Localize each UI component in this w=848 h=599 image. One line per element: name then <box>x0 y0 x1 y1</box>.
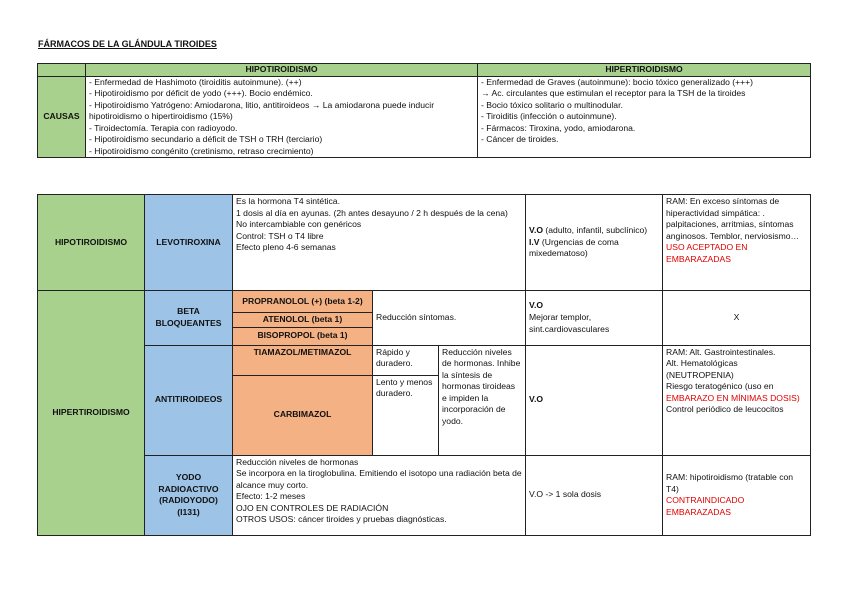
ram-line: Alt. Hematológicas (NEUTROPENIA) <box>666 358 738 380</box>
anti-group: ANTITIROIDEOS <box>145 345 233 455</box>
levotiroxina-drug: LEVOTIROXINA <box>145 195 233 291</box>
levotiroxina-route <box>526 195 663 291</box>
route-iv: I.V <box>529 236 540 247</box>
desc-line: OTROS USOS: cáncer tiroides y pruebas diagnósticas. <box>236 514 447 525</box>
ram-text: RAM: En exceso síntomas de hiperactividad simpática: . palpitaciones, arritmias, síntomas anginosos. Temblor, nerviosismo… <box>666 196 800 241</box>
tiamazol-speed: Rápido y duradero. <box>373 345 439 375</box>
hipo-cause: - Hipotiroidismo Yatrógeno: Amiodarona, litio, antitiroideos → La amiodarona puede inducir hipotiroidismo o hipertiroidismo (15%) <box>89 99 435 122</box>
bisopropol-drug: BISOPROPOL (beta 1) <box>233 327 373 345</box>
route-vo-detail: (adulto, infantil, subclínico) <box>543 225 648 236</box>
anti-ram <box>663 345 811 455</box>
levotiroxina-ram <box>663 195 811 291</box>
desc-line: Efecto pleno 4-6 semanas <box>236 242 336 253</box>
ram-text: RAM: hipotiroidismo (tratable con T4) <box>666 471 794 494</box>
hipo-cause: - Hipotiroidismo por déficit de yodo (+++). Bocio endémico. <box>89 88 313 99</box>
beta-desc: Reducción síntomas. <box>373 291 526 346</box>
route-vo: V.O <box>529 300 544 311</box>
tiamazol-drug: TIAMAZOL/METIMAZOL <box>233 345 373 375</box>
hiper-cause: - Bocio tóxico solitario o multinodular. <box>481 99 623 110</box>
yodo-route: V.O -> 1 sola dosis <box>526 455 663 535</box>
beta-group: BETA BLOQUEANTES <box>145 291 233 346</box>
causes-table <box>37 63 811 158</box>
carbimazol-speed: Lento y menos duradero. <box>373 375 439 455</box>
ram-line: Control periódico de leucocitos <box>666 404 784 415</box>
yodo-desc <box>233 455 526 535</box>
hipo-cause: - Hipotiroidismo secundario a déficit de TSH o TRH (terciario) <box>89 134 323 145</box>
drugs-table <box>37 194 811 536</box>
hipo-label: HIPOTIROIDISMO <box>38 195 145 291</box>
hipo-cause: - Tiroidectomía. Terapia con radioyodo. <box>89 122 238 133</box>
hiper-header: HIPERTIROIDISMO <box>478 64 811 77</box>
anti-mechanism: Reducción niveles de hormonas. Inhibe la síntesis de hormonas tiroideas e impiden la incorporación de yodo. <box>439 345 526 455</box>
desc-line: OJO EN CONTROLES DE RADIACIÓN <box>236 502 389 513</box>
hiper-causes-cell <box>478 76 811 158</box>
hiper-cause: - Cáncer de tiroides. <box>481 134 559 145</box>
hiper-cause: - Enfermedad de Graves (autoinmune): bocio tóxico generalizado (+++) <box>481 76 754 87</box>
route-vo: V.O <box>529 225 544 236</box>
atenolol-drug: ATENOLOL (beta 1) <box>233 313 373 328</box>
hiper-cause: - Tiroiditis (infección o autoinmune). <box>481 111 617 122</box>
desc-line: Reducción niveles de hormonas <box>236 456 359 467</box>
desc-line: No intercambiable con genéricos <box>236 219 362 230</box>
hipo-header: HIPOTIROIDISMO <box>86 64 478 77</box>
hiper-cause: - Fármacos: Tiroxina, yodo, amiodarona. <box>481 122 636 133</box>
propranolol-drug: PROPRANOLOL (+) (beta 1-2) <box>233 291 373 313</box>
ram-warning: CONTRAINDICADO EMBARAZADAS <box>666 495 745 517</box>
beta-ram: X <box>663 291 811 346</box>
carbimazol-drug: CARBIMAZOL <box>233 375 373 455</box>
desc-line: Efecto: 1-2 meses <box>236 491 306 502</box>
route-detail: Mejorar templor, sint.cardiovasculares <box>529 312 610 334</box>
causes-row-label: CAUSAS <box>38 76 86 158</box>
desc-line: Es la hormona T4 sintética. <box>236 196 340 206</box>
causes-corner-cell <box>38 64 86 77</box>
hiper-label: HIPERTIROIDISMO <box>38 291 145 536</box>
yodo-group: YODO RADIOACTIVO (RADIOYODO) (I131) <box>145 455 233 535</box>
desc-line: Control: TSH o T4 libre <box>236 230 324 241</box>
ram-line: Riesgo teratogénico (uso en <box>666 381 774 392</box>
page-title: FÁRMACOS DE LA GLÁNDULA TIROIDES <box>38 39 217 49</box>
ram-warning: EMBARAZO EN MÍNIMAS DOSIS) <box>666 392 800 403</box>
yodo-ram <box>663 455 811 535</box>
hipo-causes-cell <box>86 76 478 158</box>
desc-line: Se incorpora en la tiroglobulina. Emitiendo el isotopo una radiación beta de alcance muy corto. <box>236 468 522 490</box>
levotiroxina-desc <box>233 195 526 291</box>
hiper-cause: → Ac. circulantes que estimulan el receptor para la TSH de la tiroides <box>481 88 746 99</box>
ram-line: RAM: Alt. Gastrointestinales. <box>666 346 776 357</box>
route-iv-detail: (Urgencias de coma mixedematoso) <box>529 236 619 259</box>
hipo-cause: - Enfermedad de Hashimoto (tiroiditis autoinmune). (++) <box>89 76 302 87</box>
anti-route: V.O <box>526 345 663 455</box>
hipo-cause: - Hipotiroidismo congénito (cretinismo, retraso crecimiento) <box>89 145 314 156</box>
ram-warning: USO ACEPTADO EN EMBARAZADAS <box>666 242 748 264</box>
beta-route <box>526 291 663 346</box>
desc-line: 1 dosis al día en ayunas. (2h antes desayuno / 2 h después de la cena) <box>236 207 508 218</box>
